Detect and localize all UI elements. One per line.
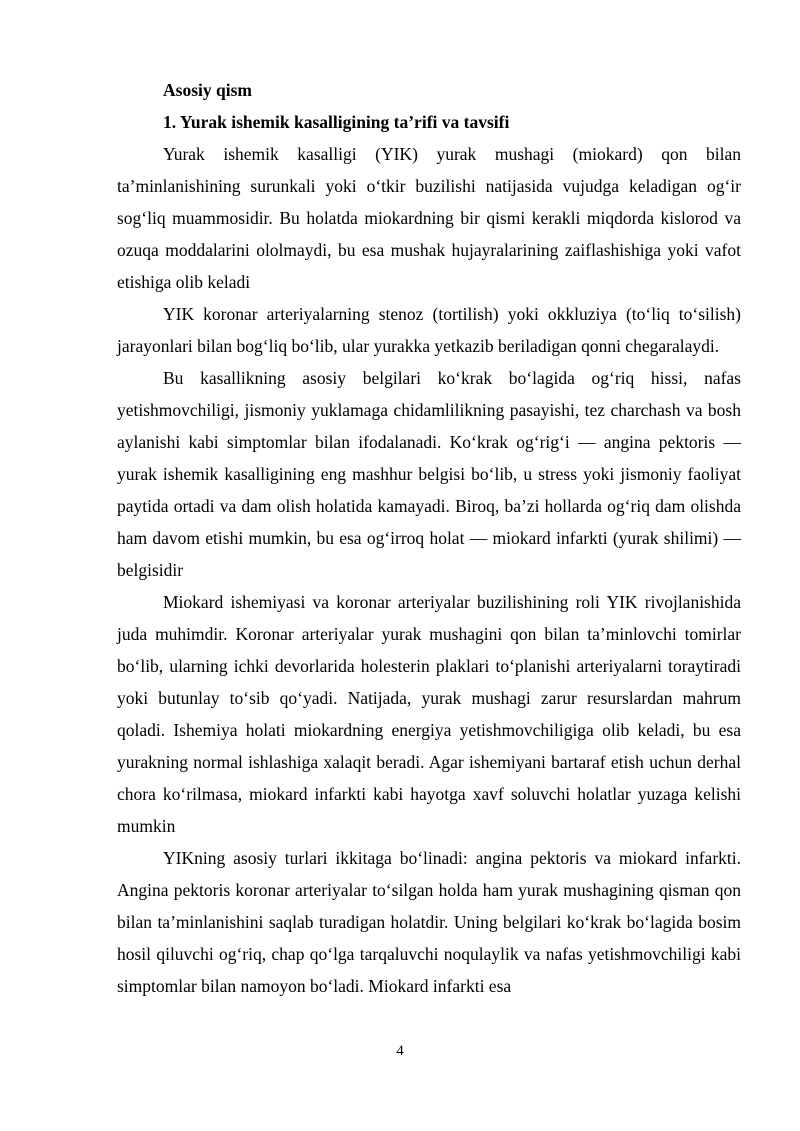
section-title: Asosiy qism	[163, 80, 252, 100]
document-page	[117, 74, 741, 1002]
paragraph-3: Bu kasallikning asosiy belgilari ko‘krak bo‘lagida og‘riq hissi, nafas yetishmovchiligi, jismoniy yuklamaga chidamlilikning pasayishi, tez charchash va bosh aylanishi kabi simptomlar bilan ifodalanadi. Ko‘krak og‘rig‘i — angina pektoris — yurak ishemik kasalligining eng mashhur belgisi bo‘lib, u stress yoki jismoniy faoliyat paytida ortadi va dam olish holatida kamayadi. Biroq, ba’zi hollarda og‘riq dam olishda ham davom etishi mumkin, bu esa og‘irroq holat — miokard infarkti (yurak shilimi) — belgisidir	[117, 368, 741, 580]
paragraph-4: Miokard ishemiyasi va koronar arteriyalar buzilishining roli YIK rivojlanishida juda muhimdir. Koronar arteriyalar yurak mushagini qon bilan ta’minlovchi tomirlar bo‘lib, ularning ichki devorlarida holesterin plaklari to‘planishi arteriyalarni toraytiradi yoki butunlay to‘sib qo‘yadi. Natijada, yurak mushagi zarur resurslardan mahrum qoladi. Ishemiya holati miokardning energiya yetishmovchiligiga olib keladi, bu esa yurakning normal ishlashiga xalaqit beradi. Agar ishemiyani bartaraf etish uchun derhal chora ko‘rilmasa, miokard infarkti kabi hayotga xavf soluvchi holatlar yuzaga kelishi mumkin	[117, 592, 741, 836]
page-number: 4	[396, 1043, 404, 1059]
subsection-title: 1. Yurak ishemik kasalligining ta’rifi va tavsifi	[163, 112, 510, 132]
paragraph-5: YIKning asosiy turlari ikkitaga bo‘linadi: angina pektoris va miokard infarkti. Angina pektoris koronar arteriyalar to‘silgan holda ham yurak mushagining qisman qon bilan ta’minlanishini saqlab turadigan holatdir. Uning belgilari ko‘krak bo‘lagida bosim hosil qiluvchi og‘riq, chap qo‘lga tarqaluvchi noqulaylik va nafas yetishmovchiligi kabi simptomlar bilan namoyon bo‘ladi. Miokard infarkti esa	[117, 848, 741, 996]
paragraph-2: YIK koronar arteriyalarning stenoz (tortilish) yoki okkluziya (to‘liq to‘silish) jarayonlari bilan bog‘liq bo‘lib, ular yurakka yetkazib beriladigan qonni chegaralaydi.	[117, 304, 741, 356]
paragraph-1: Yurak ishemik kasalligi (YIK) yurak mushagi (miokard) qon bilan ta’minlanishining surunkali yoki o‘tkir buzilishi natijasida vujudga keladigan og‘ir sog‘liq muammosidir. Bu holatda miokardning bir qismi kerakli miqdorda kislorod va ozuqa moddalarini ololmaydi, bu esa mushak hujayralarining zaiflashishiga yoki vafot etishiga olib keladi	[117, 144, 741, 292]
